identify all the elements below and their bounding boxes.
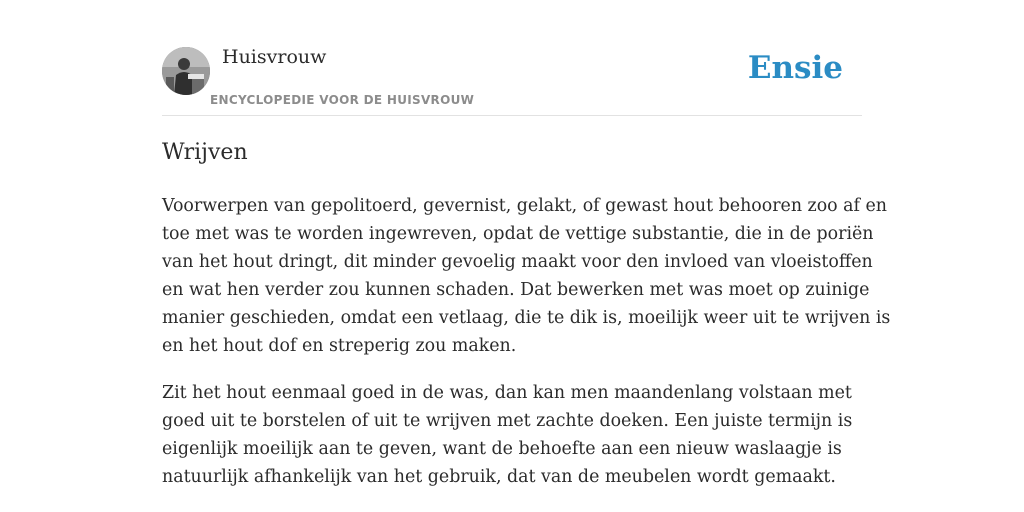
paragraph-line: Zit het hout eenmaal goed in de was, dan kan men maandenlang volstaan met (162, 383, 852, 403)
source-header (162, 40, 862, 116)
ensie-logo[interactable]: Ensie (747, 50, 843, 86)
paragraph-line: en wat hen verder zou kunnen schaden. Dat bewerken met was moet op zuinige (162, 280, 870, 300)
paragraph-line: natuurlijk afhankelijk van het gebruik, dat van de meubelen wordt gemaakt. (162, 467, 836, 487)
paragraph-line: goed uit te borstelen of uit te wrijven met zachte doeken. Een juiste termijn is (162, 411, 853, 431)
article-paragraph (162, 379, 862, 491)
paragraph-line: eigenlijk moeilijk aan te geven, want de behoefte aan een nieuw waslaagje is (162, 439, 842, 459)
person-photo-icon (162, 47, 210, 95)
source-avatar[interactable] (162, 47, 210, 95)
paragraph-line: en het hout dof en streperig zou maken. (162, 336, 517, 356)
article-paragraph (162, 192, 891, 360)
paragraph-line: manier geschieden, omdat een vetlaag, die te dik is, moeilijk weer uit te wrijven is (162, 308, 891, 328)
paragraph-line: Voorwerpen van gepolitoerd, gevernist, gelakt, of gewast hout behooren zoo af en (162, 196, 887, 216)
paragraph-line: toe met was te worden ingewreven, opdat de vettige substantie, die in de poriën (162, 224, 874, 244)
source-subtitle[interactable]: ENCYCLOPEDIE VOOR DE HUISVROUW (210, 93, 475, 107)
paragraph-line: van het hout dringt, dit minder gevoelig maakt voor den invloed van vloeistoffen (162, 252, 873, 272)
article-title: Wrijven (162, 140, 248, 165)
source-title[interactable]: Huisvrouw (222, 46, 327, 68)
article-body (162, 192, 891, 510)
